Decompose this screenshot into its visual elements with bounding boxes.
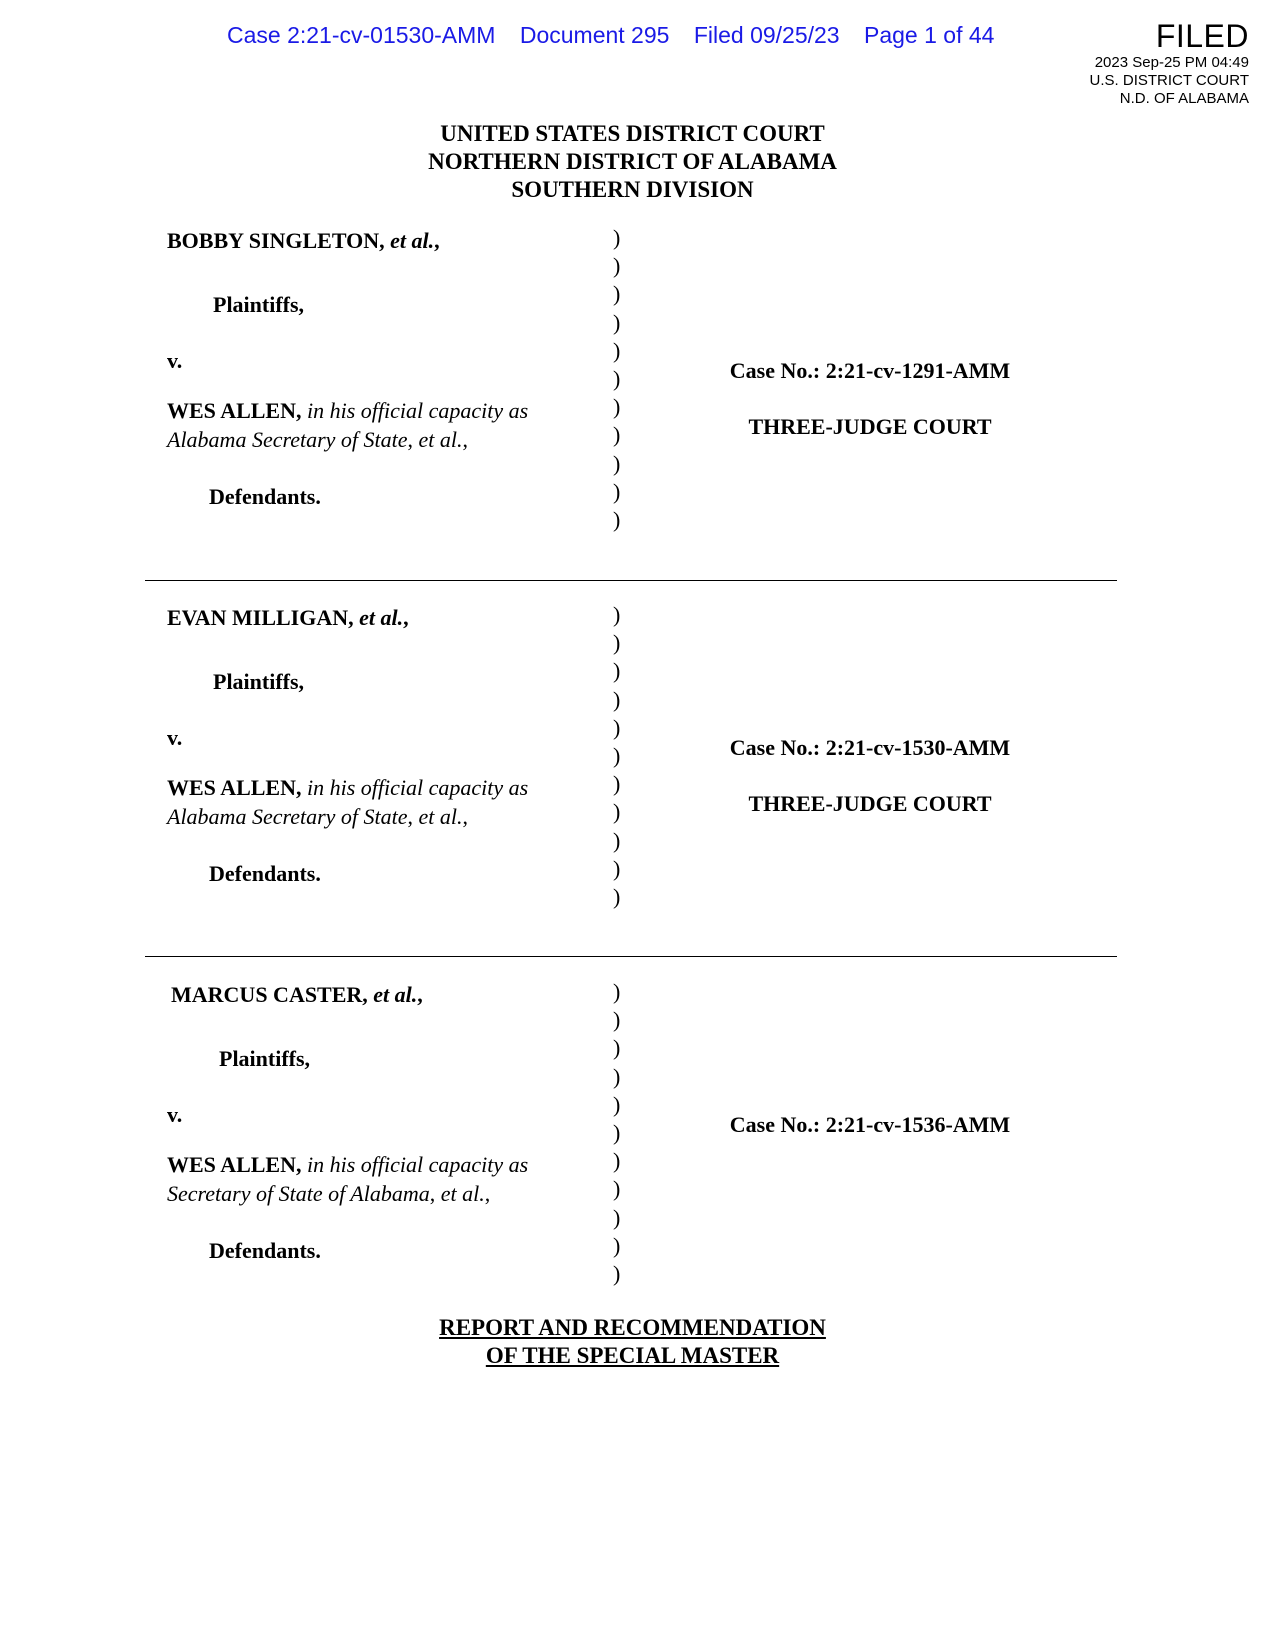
court-heading-line: UNITED STATES DISTRICT COURT <box>440 121 825 146</box>
paren: ) <box>613 714 621 740</box>
paren: ) <box>613 337 621 363</box>
paren: ) <box>613 1007 621 1033</box>
defendant-office: Alabama Secretary of State <box>167 804 408 829</box>
plaintiff-suffix: et al. <box>390 228 435 253</box>
case-caption-caster <box>145 974 1115 1294</box>
caption-divider <box>145 956 1117 957</box>
paren: ) <box>613 602 621 627</box>
docket-case-number: Case 2:21-cv-01530-AMM <box>227 22 496 48</box>
docket-filed-date: Filed 09/25/23 <box>693 22 840 48</box>
caption-parentheses <box>613 224 627 534</box>
caption-parentheses <box>613 601 627 911</box>
document-title <box>0 1314 1265 1370</box>
court-heading-line: SOUTHERN DIVISION <box>511 177 754 202</box>
paren: ) <box>613 884 621 910</box>
comma: , <box>417 982 423 1007</box>
defendant-suffix: et al. <box>440 1181 485 1206</box>
paren: ) <box>613 771 621 797</box>
paren: ) <box>613 478 621 504</box>
defendant-suffix: et al. <box>418 427 463 452</box>
paren: ) <box>613 979 621 1004</box>
defendant-suffix: et al. <box>418 804 463 829</box>
defendant-name: WES ALLEN, <box>167 398 302 423</box>
filed-stamp-title: FILED <box>1155 18 1249 54</box>
paren: ) <box>613 799 621 825</box>
paren: ) <box>613 1176 621 1202</box>
document-title-line: OF THE SPECIAL MASTER <box>485 1343 780 1368</box>
plaintiffs-label: Plaintiffs, <box>213 669 305 694</box>
docket-page-count: Page 1 of 44 <box>864 22 995 48</box>
versus-label: v. <box>167 1102 183 1127</box>
paren: ) <box>613 309 621 335</box>
filed-stamp-district: N.D. OF ALABAMA <box>1119 90 1249 107</box>
paren: ) <box>613 1035 621 1061</box>
paren: ) <box>613 253 621 279</box>
paren: ) <box>613 1063 621 1089</box>
versus-label: v. <box>167 725 183 750</box>
document-title-line: REPORT AND RECOMMENDATION <box>439 1315 826 1340</box>
paren: ) <box>613 1232 621 1258</box>
defendant-description: WES ALLEN, in his official capacity as Alabama Secretary of State, et al., <box>167 398 529 452</box>
defendant-name: WES ALLEN, <box>167 775 302 800</box>
defendant-office: Secretary of State of Alabama <box>167 1181 430 1206</box>
comma: , <box>403 605 409 630</box>
court-heading <box>0 120 1265 204</box>
paren: ) <box>613 1261 621 1287</box>
caption-parentheses <box>613 978 627 1288</box>
court-heading-line: NORTHERN DISTRICT OF ALABAMA <box>428 149 837 174</box>
plaintiffs-label: Plaintiffs, <box>213 292 305 317</box>
comma: , <box>434 228 440 253</box>
versus-label: v. <box>167 348 183 373</box>
filed-stamp-datetime: 2023 Sep-25 PM 04:49 <box>1094 54 1249 71</box>
plaintiff-name-text: BOBBY SINGLETON, <box>167 228 385 253</box>
paren: ) <box>613 630 621 656</box>
plaintiff-name <box>171 982 423 1008</box>
defendant-description: WES ALLEN, in his official capacity as Alabama Secretary of State, et al., <box>167 775 529 829</box>
plaintiff-suffix: et al. <box>373 982 418 1007</box>
paren: ) <box>613 507 621 533</box>
plaintiff-suffix: et al. <box>359 605 404 630</box>
paren: ) <box>613 450 621 476</box>
defendant-office: Alabama Secretary of State <box>167 427 408 452</box>
plaintiff-name-text: EVAN MILLIGAN, <box>167 605 354 630</box>
paren: ) <box>613 827 621 853</box>
three-judge-court-label: THREE-JUDGE COURT <box>748 414 992 439</box>
paren: ) <box>613 394 621 420</box>
plaintiff-name <box>167 228 440 254</box>
paren: ) <box>613 1148 621 1174</box>
paren: ) <box>613 366 621 392</box>
docket-document-number: Document 295 <box>519 22 670 48</box>
paren: ) <box>613 1204 621 1230</box>
plaintiffs-label: Plaintiffs, <box>219 1046 311 1071</box>
defendant-name: WES ALLEN, <box>167 1152 302 1177</box>
paren: ) <box>613 686 621 712</box>
paren: ) <box>613 281 621 307</box>
three-judge-court-label: THREE-JUDGE COURT <box>748 791 992 816</box>
paren: ) <box>613 1120 621 1146</box>
paren: ) <box>613 855 621 881</box>
paren: ) <box>613 743 621 769</box>
case-caption-singleton <box>145 220 1115 540</box>
caption-divider <box>145 580 1117 581</box>
case-number: Case No.: 2:21-cv-1291-AMM <box>729 358 1011 383</box>
filed-stamp-court: U.S. DISTRICT COURT <box>1089 72 1249 89</box>
case-number: Case No.: 2:21-cv-1530-AMM <box>729 735 1011 760</box>
plaintiff-name-text: MARCUS CASTER, <box>171 982 368 1007</box>
docket-header <box>227 22 1012 49</box>
paren: ) <box>613 422 621 448</box>
paren: ) <box>613 658 621 684</box>
defendant-capacity: in his official capacity as <box>307 1152 529 1177</box>
plaintiff-name <box>167 605 409 631</box>
defendant-description: WES ALLEN, in his official capacity as Secretary of State of Alabama, et al., <box>167 1152 529 1206</box>
defendants-label: Defendants. <box>209 1238 321 1263</box>
case-caption-milligan <box>145 597 1115 917</box>
defendant-capacity: in his official capacity as <box>307 775 529 800</box>
defendants-label: Defendants. <box>209 861 321 886</box>
defendants-label: Defendants. <box>209 484 321 509</box>
paren: ) <box>613 1091 621 1117</box>
defendant-capacity: in his official capacity as <box>307 398 529 423</box>
filed-stamp <box>1049 18 1249 108</box>
paren: ) <box>613 225 621 250</box>
case-number: Case No.: 2:21-cv-1536-AMM <box>729 1112 1011 1137</box>
